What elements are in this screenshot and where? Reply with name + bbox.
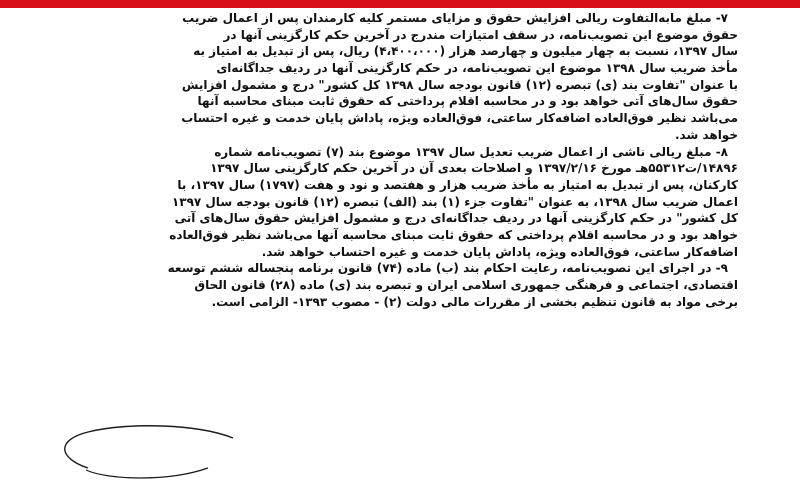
text-line: اعمال ضریب سال ۱۳۹۸، به عنوان "تفاوت جزء (۱) بند (الف) تبصره (۱۲) قانون بودجه سال ۱۳۹۷ <box>171 194 738 209</box>
text-line: ۷- مبلغ مابه‌التفاوت ریالی افزایش حقوق و مزایای مستمر کلیه کارمندان پس از اعمال ضریب <box>182 11 728 25</box>
text-line: با عنوان "تفاوت بند (ی) تبصره (۱۲) قانون بودجه سال ۱۳۹۸ کل کشور" درج و مشمول افزایش <box>181 77 738 92</box>
text-line: حقوق سال‌های آتی خواهد بود و در محاسبه اقلام پرداختی که حقوق ثابت مبنای محاسبه آنها <box>197 94 738 109</box>
text-line: می‌باشد نظیر فوق‌العاده اضافه‌کار ساعتی، فوق‌العاده ویژه، پاداش پایان خدمت و غیره احتساب <box>181 111 738 126</box>
text-line: ۹- در اجرای این تصویب‌نامه، رعایت احکام بند (ب) ماده (۷۴) قانون برنامه پنجساله ششم توسعه <box>167 261 728 276</box>
clause-9-paragraph <box>150 260 738 310</box>
handwritten-signature <box>48 410 258 490</box>
text-line: حقوق موضوع این تصویب‌نامه، در سقف امتیازات مندرج در آخرین حکم کارگزینی آنها در <box>223 27 738 42</box>
text-line: مأخذ ضریب سال ۱۳۹۸ موضوع این تصویب‌نامه، در حکم کارگزینی آنها در ردیف جداگانه‌ای <box>216 61 738 76</box>
clause-8-paragraph <box>150 144 738 261</box>
clause-7-paragraph <box>150 10 738 144</box>
text-line: اقتصادی، اجتماعی و فرهنگی جمهوری اسلامی ایران و تبصره بند (ی) ماده (۲۸) قانون الحاق <box>194 278 738 292</box>
text-line: ۸- مبلغ ریالی ناشی از اعمال ضریب تعدیل سال ۱۳۹۷ موضوع بند (۷) تصویب‌نامه شماره <box>214 144 728 159</box>
text-line: سال ۱۳۹۷، نسبت به چهار میلیون و چهارصد هزار (۴،۴۰۰،۰۰۰) ریال، پس از تبدیل به امتیاز به <box>193 44 738 59</box>
text-line: خواهد بود و در محاسبه اقلام پرداختی که حقوق ثابت مبنای محاسبه آنها می‌باشد نظیر فوق‌العاده <box>169 227 738 242</box>
text-line: برخی مواد به قانون تنظیم بخشی از مقررات مالی دولت (۲) - مصوب ۱۳۹۳- الزامی است. <box>211 294 738 309</box>
text-line: خواهد شد. <box>674 127 738 142</box>
text-line: ۱۴۸۹۶/ت۵۵۳۱۲هـ مورخ ۱۳۹۷/۲/۱۶ و اصلاحات بعدی آن در آخرین حکم کارگزینی سال ۱۳۹۷ <box>210 161 738 176</box>
text-line: کل کشور" در حکم کارگزینی آنها در ردیف جداگانه‌ای درج و مشمول افزایش حقوق سال‌های آتی <box>174 211 738 226</box>
text-line: اضافه‌کار ساعتی، فوق‌العاده ویژه، پاداش پایان خدمت و غیره احتساب خواهد شد. <box>261 244 738 259</box>
document-body <box>150 10 738 310</box>
top-red-bar <box>0 0 800 8</box>
text-line: کارکنان، پس از تبدیل به امتیاز به مأخذ ضریب هزار و هفتصد و نود و هفت (۱۷۹۷) سال ۱۳۹۷، با <box>177 177 738 192</box>
